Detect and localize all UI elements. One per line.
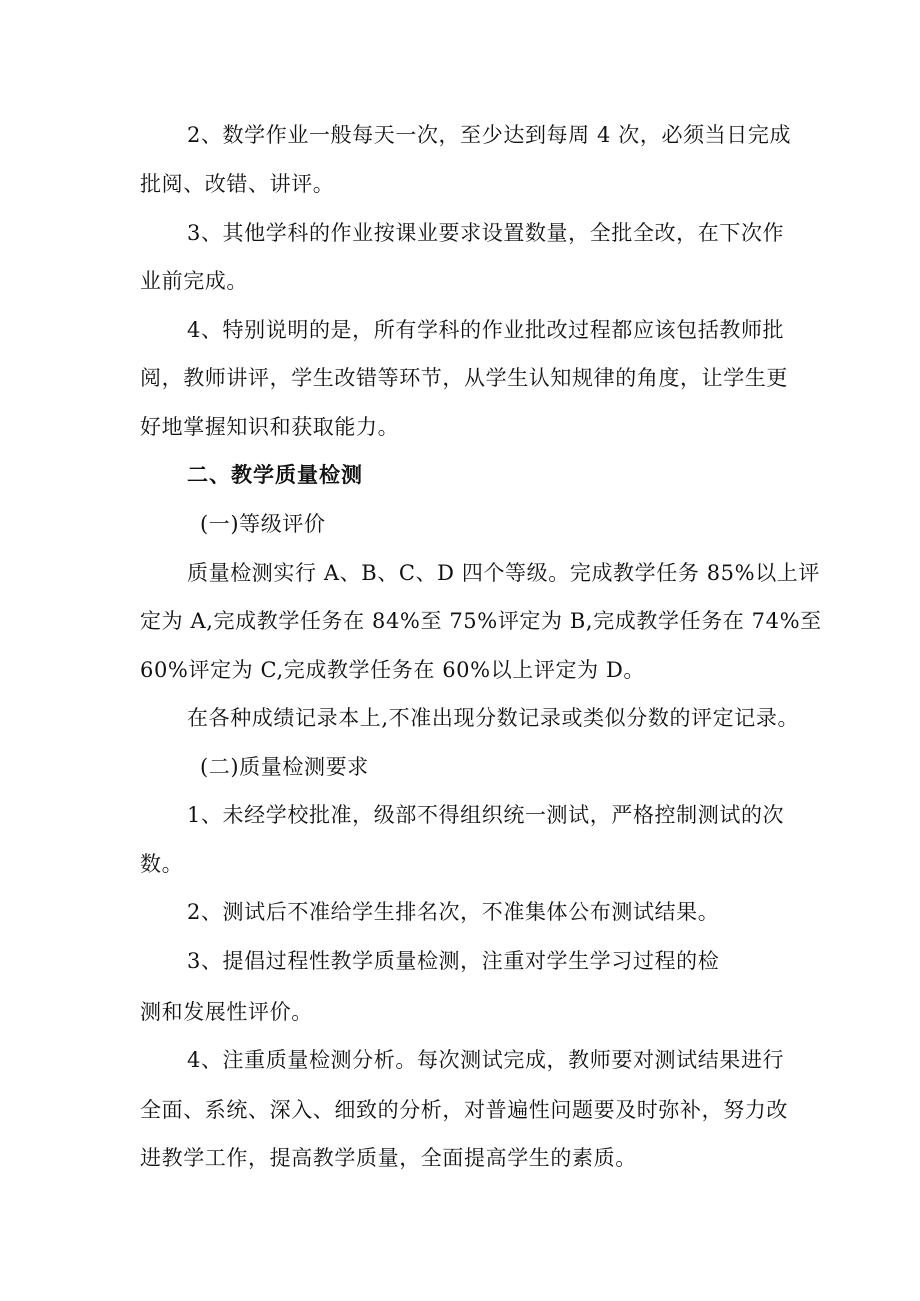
- requirement-2: 2、测试后不准给学生排名次，不准集体公布测试结果。: [187, 900, 720, 924]
- paragraph-item-4-line-3: 好地掌握知识和获取能力。: [140, 415, 400, 439]
- grade-paragraph-line-2: 定为 A,完成教学任务在 84%至 75%评定为 B,完成教学任务在 74%至: [140, 609, 822, 633]
- requirement-1-line-2: 数。: [140, 852, 184, 876]
- requirement-3-line-2: 测和发展性评价。: [140, 1000, 313, 1024]
- requirement-4-line-3: 进教学工作，提高教学质量，全面提高学生的素质。: [140, 1146, 637, 1170]
- section-heading: 二、教学质量检测: [187, 463, 363, 487]
- paragraph-item-3-line-1: 3、其他学科的作业按课业要求设置数量，全批全改，在下次作: [187, 221, 785, 245]
- grade-paragraph-line-1: 质量检测实行 A、B、C、D 四个等级。完成教学任务 85%以上评: [187, 561, 821, 585]
- paragraph-item-4-line-2: 阅，教师讲评，学生改错等环节，从学生认知规律的角度，让学生更: [140, 366, 788, 390]
- paragraph-item-2-line-2: 批阅、改错、讲评。: [140, 172, 335, 196]
- paragraph-item-2-line-1: 2、数学作业一般每天一次，至少达到每周 4 次，必须当日完成: [187, 123, 792, 147]
- record-rule-paragraph: 在各种成绩记录本上,不准出现分数记录或类似分数的评定记录。: [187, 706, 800, 730]
- subsection-heading-quality-requirements: (二)质量检测要求: [200, 755, 369, 779]
- requirement-4-line-1: 4、注重质量检测分析。每次测试完成，教师要对测试结果进行: [187, 1048, 785, 1072]
- paragraph-item-3-line-2: 业前完成。: [140, 269, 248, 293]
- requirement-1-line-1: 1、未经学校批准，级部不得组织统一测试，严格控制测试的次: [187, 803, 785, 827]
- paragraph-item-4-line-1: 4、特别说明的是，所有学科的作业批改过程都应该包括教师批: [187, 318, 785, 342]
- requirement-4-line-2: 全面、系统、深入、细致的分析，对普遍性问题要及时弥补，努力改: [140, 1098, 788, 1122]
- subsection-heading-grade-evaluation: (一)等级评价: [200, 512, 326, 536]
- grade-paragraph-line-3: 60%评定为 C,完成教学任务在 60%以上评定为 D。: [140, 658, 646, 682]
- requirement-3-line-1: 3、提倡过程性教学质量检测，注重对学生学习过程的检: [187, 949, 720, 973]
